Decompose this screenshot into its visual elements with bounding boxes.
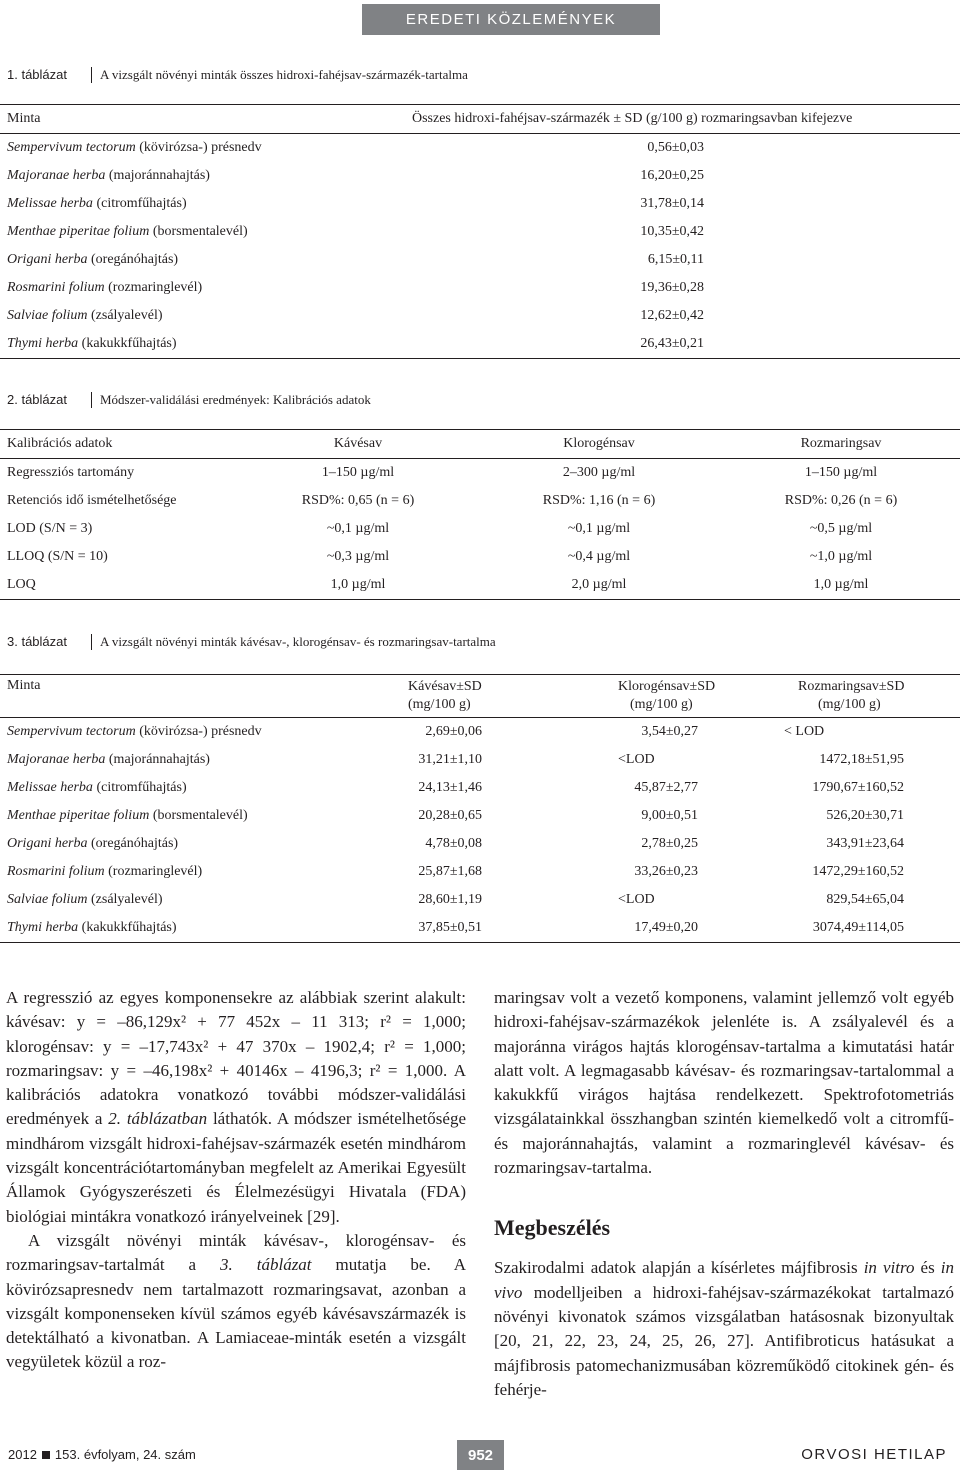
body-left-paragraph-2: A vizsgált növényi minták kávésav-, klorogénsav- és rozmaringsav-tartalmát a 3. táblázat mutatja be. A kövirózsapresnedv nem tartalmazott rozmaringsavat, azonban a vizsgált komponenseken kívül számos egyéb kávésavszármazék is detektálható a kivonatban. A Lamiaceae-minták esetén a vizsgált vegyületek közül a roz- (6, 1230, 466, 1372)
table1-sample-cell (0, 162, 412, 190)
table1-caption (7, 67, 468, 83)
table2-row (0, 543, 960, 571)
sample-latin-name: Sempervivum tectorum (7, 140, 136, 155)
sample-latin-name: Menthae piperitae folium (7, 808, 150, 823)
table3-klorogensav-cell: <LOD (618, 752, 655, 767)
table3-row (0, 774, 960, 802)
footer-year: 2012 (8, 1447, 37, 1462)
body-left-column (6, 986, 466, 1375)
table2-cell: ~0,1 µg/ml (326, 521, 390, 536)
table1-value-cell: 31,78±0,14 (640, 196, 704, 211)
table1-sample-cell (0, 190, 412, 218)
sample-latin-name: Sempervivum tectorum (7, 724, 136, 739)
table3-header-minta: Minta (0, 675, 388, 718)
table3-rozmaringsav-cell: 1472,18±51,95 (819, 752, 904, 767)
section-header (362, 4, 660, 35)
table1-row (0, 302, 960, 330)
table3-row (0, 718, 960, 747)
table1-sample-cell (0, 246, 412, 274)
table1-row (0, 218, 960, 246)
square-bullet-icon (42, 1451, 50, 1459)
table1-row (0, 246, 960, 274)
table3-rozmaringsav-cell: 343,91±23,64 (826, 836, 904, 851)
table3-klorogensav-cell: 45,87±2,77 (634, 780, 698, 795)
table1-title: A vizsgált növényi minták összes hidroxi-fahéjsav-származék-tartalma (100, 67, 468, 82)
table3-sample-cell (0, 802, 388, 830)
table3-row (0, 914, 960, 943)
table3-rozmaringsav-cell: 1472,29±160,52 (812, 864, 904, 879)
table3-sample-cell (0, 886, 388, 914)
sample-latin-name: Melissae herba (7, 780, 93, 795)
sample-hungarian-name: (rozmaringlevél) (104, 280, 203, 295)
table2-cell: LOQ (0, 571, 240, 600)
footer-issue (8, 1447, 196, 1462)
sample-hungarian-name: (zsályalevél) (87, 308, 163, 323)
table2-cell: ~1,0 µg/ml (809, 549, 873, 564)
table1-header-total: Összes hidroxi-fahéjsav-származék ± SD (g/100 g) rozmaringsavban kifejezve (412, 105, 960, 134)
table3-kavesav-cell: 37,85±0,51 (388, 914, 618, 943)
table1-sample-cell (0, 274, 412, 302)
sample-latin-name: Majoranae herba (7, 168, 106, 183)
table3-title: A vizsgált növényi minták kávésav-, klorogénsav- és rozmaringsav-tartalma (100, 634, 496, 649)
table2-cell: ~0,3 µg/ml (326, 549, 390, 564)
table1-value-cell: 19,36±0,28 (640, 280, 704, 295)
sample-hungarian-name: (rozmaringlevél) (104, 864, 203, 879)
table1-sample-cell (0, 218, 412, 246)
table2-cell: 2–300 µg/ml (562, 465, 636, 480)
table3-rozmaringsav-cell: 3074,49±114,05 (778, 914, 960, 943)
table2-row (0, 515, 960, 543)
table1-row (0, 330, 960, 359)
table3-rozmaringsav-cell: 526,20±30,71 (826, 808, 904, 823)
sample-latin-name: Thymi herba (7, 336, 79, 351)
sample-hungarian-name: (citromfűhajtás) (92, 196, 187, 211)
sample-latin-name: Majoranae herba (7, 752, 106, 767)
sample-hungarian-name: (majoránnahajtás) (105, 752, 210, 767)
body-right-column (494, 986, 954, 1402)
table3-kavesav-cell: 31,21±1,10 (418, 752, 482, 767)
table3-klorogensav-cell: 9,00±0,51 (641, 808, 698, 823)
table3-kavesav-cell: 25,87±1,68 (418, 864, 482, 879)
table3-rozmaringsav-cell: 1790,67±160,52 (812, 780, 904, 795)
table2-header-0: Kalibrációs adatok (0, 430, 240, 459)
section-label: EREDETI KÖZLEMÉNYEK (405, 11, 617, 28)
table3-sample-cell (0, 914, 388, 943)
table3-row (0, 830, 960, 858)
table1-value-cell: 26,43±0,21 (412, 330, 960, 359)
table2-header-1: Kávésav (240, 430, 476, 459)
table3-rozmaringsav-cell: 829,54±65,04 (826, 892, 904, 907)
table3-kavesav-cell: 28,60±1,19 (418, 892, 482, 907)
table1-row (0, 190, 960, 218)
table3-sample-cell (0, 774, 388, 802)
sample-latin-name: Melissae herba (7, 196, 93, 211)
table3-klorogensav-cell: 3,54±0,27 (641, 724, 698, 739)
table3-kavesav-cell: 20,28±0,65 (418, 808, 482, 823)
table2 (0, 429, 960, 600)
sample-hungarian-name: (kakukkfűhajtás) (78, 336, 177, 351)
sample-hungarian-name: (borsmentalevél) (149, 808, 248, 823)
table1 (0, 104, 960, 359)
table2-cell: ~0,4 µg/ml (567, 549, 631, 564)
table2-cell: 1–150 µg/ml (804, 465, 878, 480)
table2-cell: LLOQ (S/N = 10) (7, 549, 108, 564)
sample-hungarian-name: (kövirózsa-) présnedv (135, 140, 262, 155)
sample-hungarian-name: (zsályalevél) (87, 892, 163, 907)
table3-header-row (0, 675, 960, 718)
table3-klorogensav-cell: 2,78±0,25 (641, 836, 698, 851)
sample-hungarian-name: (oregánóhajtás) (87, 252, 179, 267)
table2-header-row (0, 430, 960, 459)
table1-sample-cell (0, 302, 412, 330)
table1-value-cell: 16,20±0,25 (640, 168, 704, 183)
body-right-paragraph-1: maringsav volt a vezető komponens, valamint jellemző volt egyéb hidroxi-fahéjsav-származékok jelenléte is. A zsályalevél és a majoránna virágos hajtás klorogénsav-tartalma a kimutatási határ alatt volt. A legmagasabb kávésav- és rozmaringsav-tartalommal a kakukkfű virágos hajtása rendelkezett. Spektrofotometriás vizsgálatainkkal összhangban szintén kiemelkedő volt a citromfű- és majoránnahajtás, valamint a rozmaringlevél kávésav- és rozmaringsav-tartalma. (494, 988, 954, 1178)
sample-hungarian-name: (majoránnahajtás) (105, 168, 210, 183)
table1-value-cell: 0,56±0,03 (647, 140, 704, 155)
table2-number: 2. táblázat (7, 392, 67, 407)
footer-volume: 153. évfolyam, 24. szám (54, 1447, 196, 1462)
sample-latin-name: Menthae piperitae folium (7, 224, 150, 239)
sample-latin-name: Origani herba (7, 836, 88, 851)
table1-row (0, 274, 960, 302)
body-left-paragraph-1: A regresszió az egyes komponensekre az alábbiak szerint alakult: kávésav: y = –86,129x² + 77 452x – 11 313; r² = 1,000; klorogénsav: y = –17,743x² + 47 370x – 1902,4; r² = 1,000; rozmaringsav: y = –46,198x² + 40146x – 4196,3; r² = 1,000. A kalibrációs adatokra vonatkozó további módszer-validálási eredmények a 2. táblázatban láthatók. A módszer ismételhetősége mindhárom vizsgált hidroxi-fahéjsav-származék esetén mindhárom vizsgált koncentrációtartományban megfelelt az Amerikai Egyesült Államok Gyógyszerészeti és Élelmezésügyi Hivatala (FDA) biológiai mintákra vonatkozó irányelveinek [29]. (6, 988, 466, 1226)
table3-sample-cell (0, 830, 388, 858)
table3-number: 3. táblázat (7, 634, 67, 649)
table1-value-cell: 12,62±0,42 (640, 308, 704, 323)
table3-header-klorogensav: Klorogénsav±SD (mg/100 g) (618, 675, 778, 718)
table3-kavesav-cell: 24,13±1,46 (418, 780, 482, 795)
table3-row (0, 746, 960, 774)
table3-row (0, 886, 960, 914)
sample-hungarian-name: (kakukkfűhajtás) (78, 920, 177, 935)
table2-cell: ~0,5 µg/ml (809, 521, 873, 536)
table2-row (0, 571, 960, 600)
table3-caption (7, 634, 496, 650)
table3-header-kavesav: Kávésav±SD (mg/100 g) (388, 675, 618, 718)
table2-cell: RSD%: 1,16 (n = 6) (542, 493, 656, 508)
sample-latin-name: Salviae folium (7, 308, 88, 323)
table2-cell: 2,0 µg/ml (476, 571, 722, 600)
table3-rozmaringsav-cell: < LOD (784, 724, 825, 739)
table2-cell: RSD%: 0,65 (n = 6) (301, 493, 415, 508)
page-footer (0, 1440, 960, 1470)
table2-header-2: Klorogénsav (476, 430, 722, 459)
table1-row (0, 134, 960, 163)
section-heading: Megbeszélés (494, 1215, 611, 1241)
table1-header-row (0, 105, 960, 134)
page-number: 952 (457, 1440, 504, 1470)
table3-sample-cell (0, 746, 388, 774)
table3-klorogensav-cell: 17,49±0,20 (618, 914, 778, 943)
table3-sample-cell (0, 858, 388, 886)
sample-latin-name: Rosmarini folium (7, 280, 105, 295)
table3-row (0, 858, 960, 886)
table1-row (0, 162, 960, 190)
table2-cell: LOD (S/N = 3) (7, 521, 93, 536)
table3-header-rozmaringsav: Rozmaringsav±SD (mg/100 g) (778, 675, 960, 718)
table1-value-cell: 6,15±0,11 (647, 252, 704, 267)
table2-cell: 1,0 µg/ml (240, 571, 476, 600)
table1-sample-cell (0, 134, 412, 163)
sample-latin-name: Origani herba (7, 252, 88, 267)
sample-hungarian-name: (borsmentalevél) (149, 224, 248, 239)
sample-latin-name: Thymi herba (7, 920, 79, 935)
table2-cell: 1,0 µg/ml (722, 571, 960, 600)
body-right-paragraph-2: Szakirodalmi adatok alapján a kísérletes májfibrosis in vitro és in vivo modelljeiben a hidroxi-fahéjsav-származékokat tartalmazó növényi kivonatok számos vizsgálatban hatásosnak bizonyultak [20, 21, 22, 23, 24, 25, 26, 27]. Antifibroticus hatásukat a májfibrosis patomechanizmusában közreműködő citokinek gén- és fehérje- (494, 1258, 954, 1399)
table3-kavesav-cell: 4,78±0,08 (425, 836, 482, 851)
table2-cell: Regressziós tartomány (7, 465, 135, 480)
table1-header-minta: Minta (0, 105, 412, 134)
sample-latin-name: Salviae folium (7, 892, 88, 907)
table3-klorogensav-cell: <LOD (618, 892, 655, 907)
table2-row (0, 487, 960, 515)
table3 (0, 674, 960, 943)
table2-row (0, 459, 960, 488)
sample-hungarian-name: (kövirózsa-) présnedv (135, 724, 262, 739)
table2-cell: Retenciós idő ismételhetősége (7, 493, 177, 508)
table2-cell: RSD%: 0,26 (n = 6) (784, 493, 898, 508)
table3-kavesav-cell: 2,69±0,06 (425, 724, 482, 739)
table3-sample-cell (0, 718, 388, 747)
sample-latin-name: Rosmarini folium (7, 864, 105, 879)
table2-cell: 1–150 µg/ml (321, 465, 395, 480)
table1-value-cell: 10,35±0,42 (640, 224, 704, 239)
table1-sample-cell (0, 330, 412, 359)
table2-caption (7, 392, 371, 408)
journal-name: ORVOSI HETILAP (801, 1446, 947, 1463)
table3-klorogensav-cell: 33,26±0,23 (634, 864, 698, 879)
table2-header-3: Rozmaringsav (722, 430, 960, 459)
table3-row (0, 802, 960, 830)
table2-title: Módszer-validálási eredmények: Kalibrációs adatok (100, 392, 371, 407)
sample-hungarian-name: (oregánóhajtás) (87, 836, 179, 851)
table2-cell: ~0,1 µg/ml (567, 521, 631, 536)
sample-hungarian-name: (citromfűhajtás) (92, 780, 187, 795)
table1-number: 1. táblázat (7, 67, 67, 82)
